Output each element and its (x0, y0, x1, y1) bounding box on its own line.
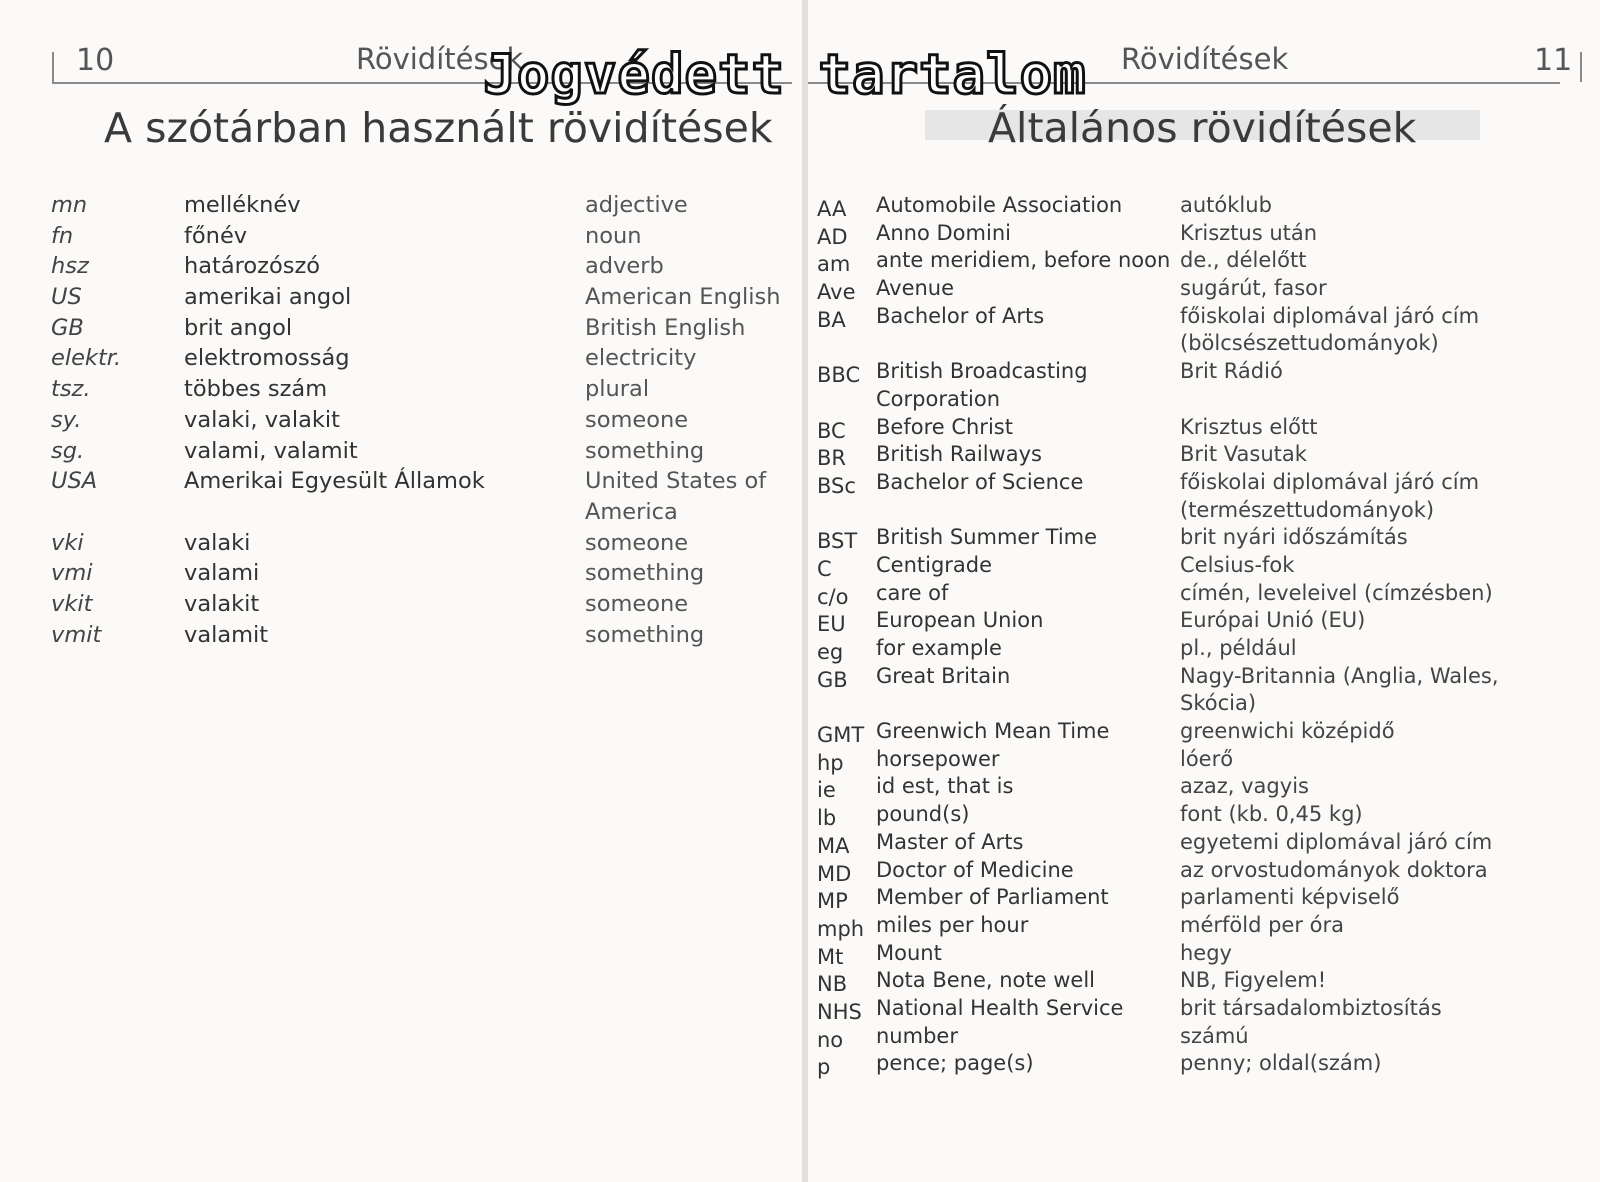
hungarian-meaning: egyetemi diplomával járó cím (1180, 829, 1493, 854)
hungarian-meaning: az orvostudományok doktora (1180, 857, 1488, 882)
list-item (817, 442, 1597, 470)
hungarian-meaning: Európai Unió (EU) (1180, 608, 1366, 633)
list-item (51, 560, 791, 591)
list-item (817, 830, 1597, 858)
hungarian-meaning: főiskolai diplomával járó cím (1180, 469, 1480, 494)
english-expansion: pence; page(s) (876, 1051, 1034, 1076)
list-item (817, 415, 1597, 443)
english-expansion: care of (876, 580, 949, 605)
section-title-left: A szótárban használt rövidítések (104, 104, 773, 152)
list-item (817, 747, 1597, 775)
english-meaning: American English (585, 284, 781, 311)
list-item (817, 304, 1597, 332)
abbreviation: AA (817, 197, 847, 221)
english-expansion: Bachelor of Arts (876, 303, 1045, 328)
english-expansion: Mount (876, 940, 942, 965)
english-meaning: noun (585, 222, 642, 249)
abbreviation: vmi (51, 560, 93, 587)
hungarian-meaning: valami (184, 560, 260, 587)
list-item (817, 498, 1597, 526)
abbreviation: mph (817, 916, 865, 941)
hungarian-meaning: pl., például (1180, 636, 1297, 660)
hungarian-meaning: számú (1180, 1023, 1249, 1048)
list-item (817, 525, 1597, 553)
hungarian-meaning: határozószó (184, 253, 321, 280)
list-item (817, 608, 1597, 636)
hungarian-meaning: brit angol (184, 314, 293, 341)
hungarian-meaning: brit nyári időszámítás (1180, 525, 1408, 550)
abbreviation: vki (51, 529, 84, 556)
abbreviation: GB (817, 667, 848, 692)
list-item (51, 376, 791, 407)
list-item (51, 253, 791, 284)
list-item (817, 221, 1597, 249)
english-expansion: Anno Domini (876, 220, 1011, 245)
english-meaning: United States of (585, 468, 767, 495)
abbreviation: BC (817, 418, 846, 443)
abbreviation: sg. (51, 437, 85, 464)
english-meaning: adverb (585, 253, 664, 280)
english-meaning: America (585, 498, 678, 525)
english-expansion: Bachelor of Science (876, 469, 1084, 494)
list-item (817, 1024, 1597, 1052)
hungarian-meaning: valaki, valakit (184, 406, 340, 433)
list-item (817, 774, 1597, 802)
abbreviation: lb (817, 806, 837, 831)
abbreviation: vmit (51, 621, 102, 648)
hungarian-meaning: Brit Vasutak (1180, 442, 1307, 467)
english-meaning: plural (585, 376, 650, 403)
hungarian-meaning: Nagy-Britannia (Anglia, Wales, (1180, 663, 1499, 688)
hungarian-meaning: lóerő (1180, 746, 1234, 771)
english-expansion: pound(s) (876, 802, 970, 827)
hungarian-meaning: Celsius-fok (1180, 552, 1295, 577)
hungarian-meaning: (bölcsészettudományok) (1180, 331, 1439, 356)
hungarian-meaning: Krisztus után (1180, 220, 1318, 245)
list-item (817, 968, 1597, 996)
abbreviation: mn (51, 192, 88, 218)
abbreviation: BR (817, 446, 846, 471)
hungarian-meaning: melléknév (184, 192, 301, 218)
list-item (817, 691, 1597, 719)
list-item (817, 581, 1597, 609)
copyright-watermark: Jogvédett tartalom (483, 42, 1087, 106)
header-tick-left (52, 52, 54, 82)
english-expansion: id est, that is (876, 774, 1014, 799)
list-item (51, 223, 791, 254)
list-item (817, 664, 1597, 692)
list-item (817, 470, 1597, 498)
running-head-right: Rövidítések (1121, 42, 1289, 76)
abbreviation: eg (817, 640, 844, 664)
hungarian-meaning: főnév (184, 222, 248, 249)
list-item (51, 591, 791, 622)
hungarian-meaning: valakit (184, 590, 260, 617)
hungarian-meaning: valami, valamit (184, 437, 358, 464)
list-item (51, 622, 791, 653)
english-meaning: someone (585, 590, 689, 617)
english-meaning: electricity (585, 345, 697, 372)
abbreviation: ie (817, 778, 836, 803)
list-item (817, 248, 1597, 276)
english-meaning: someone (585, 529, 689, 556)
hungarian-meaning: azaz, vagyis (1180, 774, 1309, 799)
hungarian-meaning: főiskolai diplomával járó cím (1180, 303, 1480, 328)
abbreviation: US (51, 284, 82, 311)
list-item (817, 996, 1597, 1024)
list-item (51, 315, 791, 346)
list-item (817, 719, 1597, 747)
section-title-right: Általános rövidítések (988, 104, 1417, 152)
list-item (51, 438, 791, 469)
abbreviation-list-right (817, 193, 1597, 1079)
hungarian-meaning: többes szám (184, 376, 328, 403)
abbreviation: AD (817, 224, 848, 249)
english-expansion: horsepower (876, 746, 1000, 771)
hungarian-meaning: elektromosság (184, 345, 350, 372)
english-expansion: British Broadcasting (876, 359, 1088, 384)
english-expansion: ante meridiem, before noon (876, 248, 1171, 273)
abbreviation: no (817, 1027, 844, 1052)
english-expansion: for example (876, 636, 1002, 660)
english-meaning: something (585, 621, 705, 648)
hungarian-meaning: parlamenti képviselő (1180, 885, 1400, 910)
page-number-right: 11 (1534, 43, 1573, 78)
list-item (817, 359, 1597, 387)
abbreviation-list-left (51, 192, 791, 652)
english-expansion: National Health Service (876, 995, 1124, 1020)
abbreviation: Ave (817, 280, 856, 305)
abbreviation: sy. (51, 406, 82, 433)
english-expansion: Doctor of Medicine (876, 857, 1074, 882)
hungarian-meaning: valaki (184, 529, 251, 556)
hungarian-meaning: de., délelőtt (1180, 248, 1307, 273)
english-expansion: Member of Parliament (876, 885, 1109, 910)
list-item (817, 276, 1597, 304)
list-item (817, 802, 1597, 830)
list-item (817, 1051, 1597, 1079)
hungarian-meaning: font (kb. 0,45 kg) (1180, 802, 1363, 827)
english-expansion: Master of Arts (876, 829, 1024, 854)
abbreviation: p (817, 1055, 831, 1080)
english-expansion: Nota Bene, note well (876, 968, 1095, 993)
list-item (51, 468, 791, 499)
english-expansion: Automobile Association (876, 193, 1123, 217)
hungarian-meaning: greenwichi középidő (1180, 719, 1395, 744)
hungarian-meaning: valamit (184, 621, 269, 648)
list-item (817, 553, 1597, 581)
abbreviation: Mt (817, 944, 844, 969)
english-expansion: British Summer Time (876, 525, 1098, 550)
english-meaning: something (585, 560, 705, 587)
hungarian-meaning: amerikai angol (184, 284, 352, 311)
english-expansion: European Union (876, 608, 1044, 633)
abbreviation: USA (51, 468, 98, 495)
abbreviation: fn (51, 222, 74, 249)
english-expansion: Centigrade (876, 552, 993, 577)
list-item (817, 858, 1597, 886)
list-item (817, 885, 1597, 913)
abbreviation: NHS (817, 999, 862, 1024)
english-expansion: miles per hour (876, 912, 1029, 937)
hungarian-meaning: sugárút, fasor (1180, 276, 1327, 301)
english-expansion: number (876, 1023, 958, 1048)
abbreviation: GMT (817, 723, 865, 748)
list-item (51, 345, 791, 376)
abbreviation: BA (817, 307, 846, 332)
hungarian-meaning: brit társadalombiztosítás (1180, 995, 1442, 1020)
abbreviation: BSc (817, 473, 856, 498)
list-item (817, 387, 1597, 415)
hungarian-meaning: NB, Figyelem! (1180, 968, 1327, 993)
list-item (51, 499, 791, 530)
abbreviation: C (817, 556, 832, 581)
hungarian-meaning: címén, leveleivel (címzésben) (1180, 580, 1493, 605)
list-item (817, 941, 1597, 969)
abbreviation: NB (817, 972, 848, 997)
list-item (817, 193, 1597, 221)
english-expansion: Before Christ (876, 414, 1013, 439)
english-meaning: something (585, 437, 705, 464)
abbreviation: MA (817, 833, 850, 858)
english-meaning: someone (585, 406, 689, 433)
abbreviation: MD (817, 861, 852, 886)
english-meaning: adjective (585, 192, 688, 218)
hungarian-meaning: mérföld per óra (1180, 912, 1345, 937)
abbreviation: hp (817, 750, 844, 775)
abbreviation: am (817, 252, 851, 277)
header-tick-right (1580, 52, 1582, 82)
list-item (51, 530, 791, 561)
english-expansion: Corporation (876, 386, 1001, 411)
list-item (51, 192, 791, 223)
abbreviation: EU (817, 612, 846, 637)
english-expansion: Avenue (876, 276, 955, 301)
hungarian-meaning: penny; oldal(szám) (1180, 1051, 1382, 1076)
english-expansion: Great Britain (876, 663, 1011, 688)
list-item (51, 284, 791, 315)
hungarian-meaning: (természettudományok) (1180, 497, 1435, 522)
hungarian-meaning: Amerikai Egyesült Államok (184, 468, 485, 495)
abbreviation: hsz (51, 253, 89, 280)
english-expansion: British Railways (876, 442, 1042, 467)
english-expansion: Greenwich Mean Time (876, 719, 1110, 744)
list-item (817, 331, 1597, 359)
list-item (51, 407, 791, 438)
abbreviation: elektr. (51, 345, 122, 372)
abbreviation: c/o (817, 584, 849, 609)
hungarian-meaning: Krisztus előtt (1180, 414, 1318, 439)
abbreviation: vkit (51, 590, 93, 617)
running-head-left: Rövidítések (356, 42, 524, 76)
abbreviation: BST (817, 529, 858, 554)
abbreviation: tsz. (51, 376, 91, 403)
hungarian-meaning: Skócia) (1180, 691, 1257, 716)
list-item (817, 636, 1597, 664)
abbreviation: GB (51, 314, 84, 341)
list-item (817, 913, 1597, 941)
abbreviation: BBC (817, 363, 861, 388)
hungarian-meaning: autóklub (1180, 193, 1272, 217)
hungarian-meaning: Brit Rádió (1180, 359, 1283, 384)
hungarian-meaning: hegy (1180, 940, 1232, 965)
english-meaning: British English (585, 314, 746, 341)
page-number-left: 10 (76, 43, 115, 78)
abbreviation: MP (817, 889, 848, 914)
